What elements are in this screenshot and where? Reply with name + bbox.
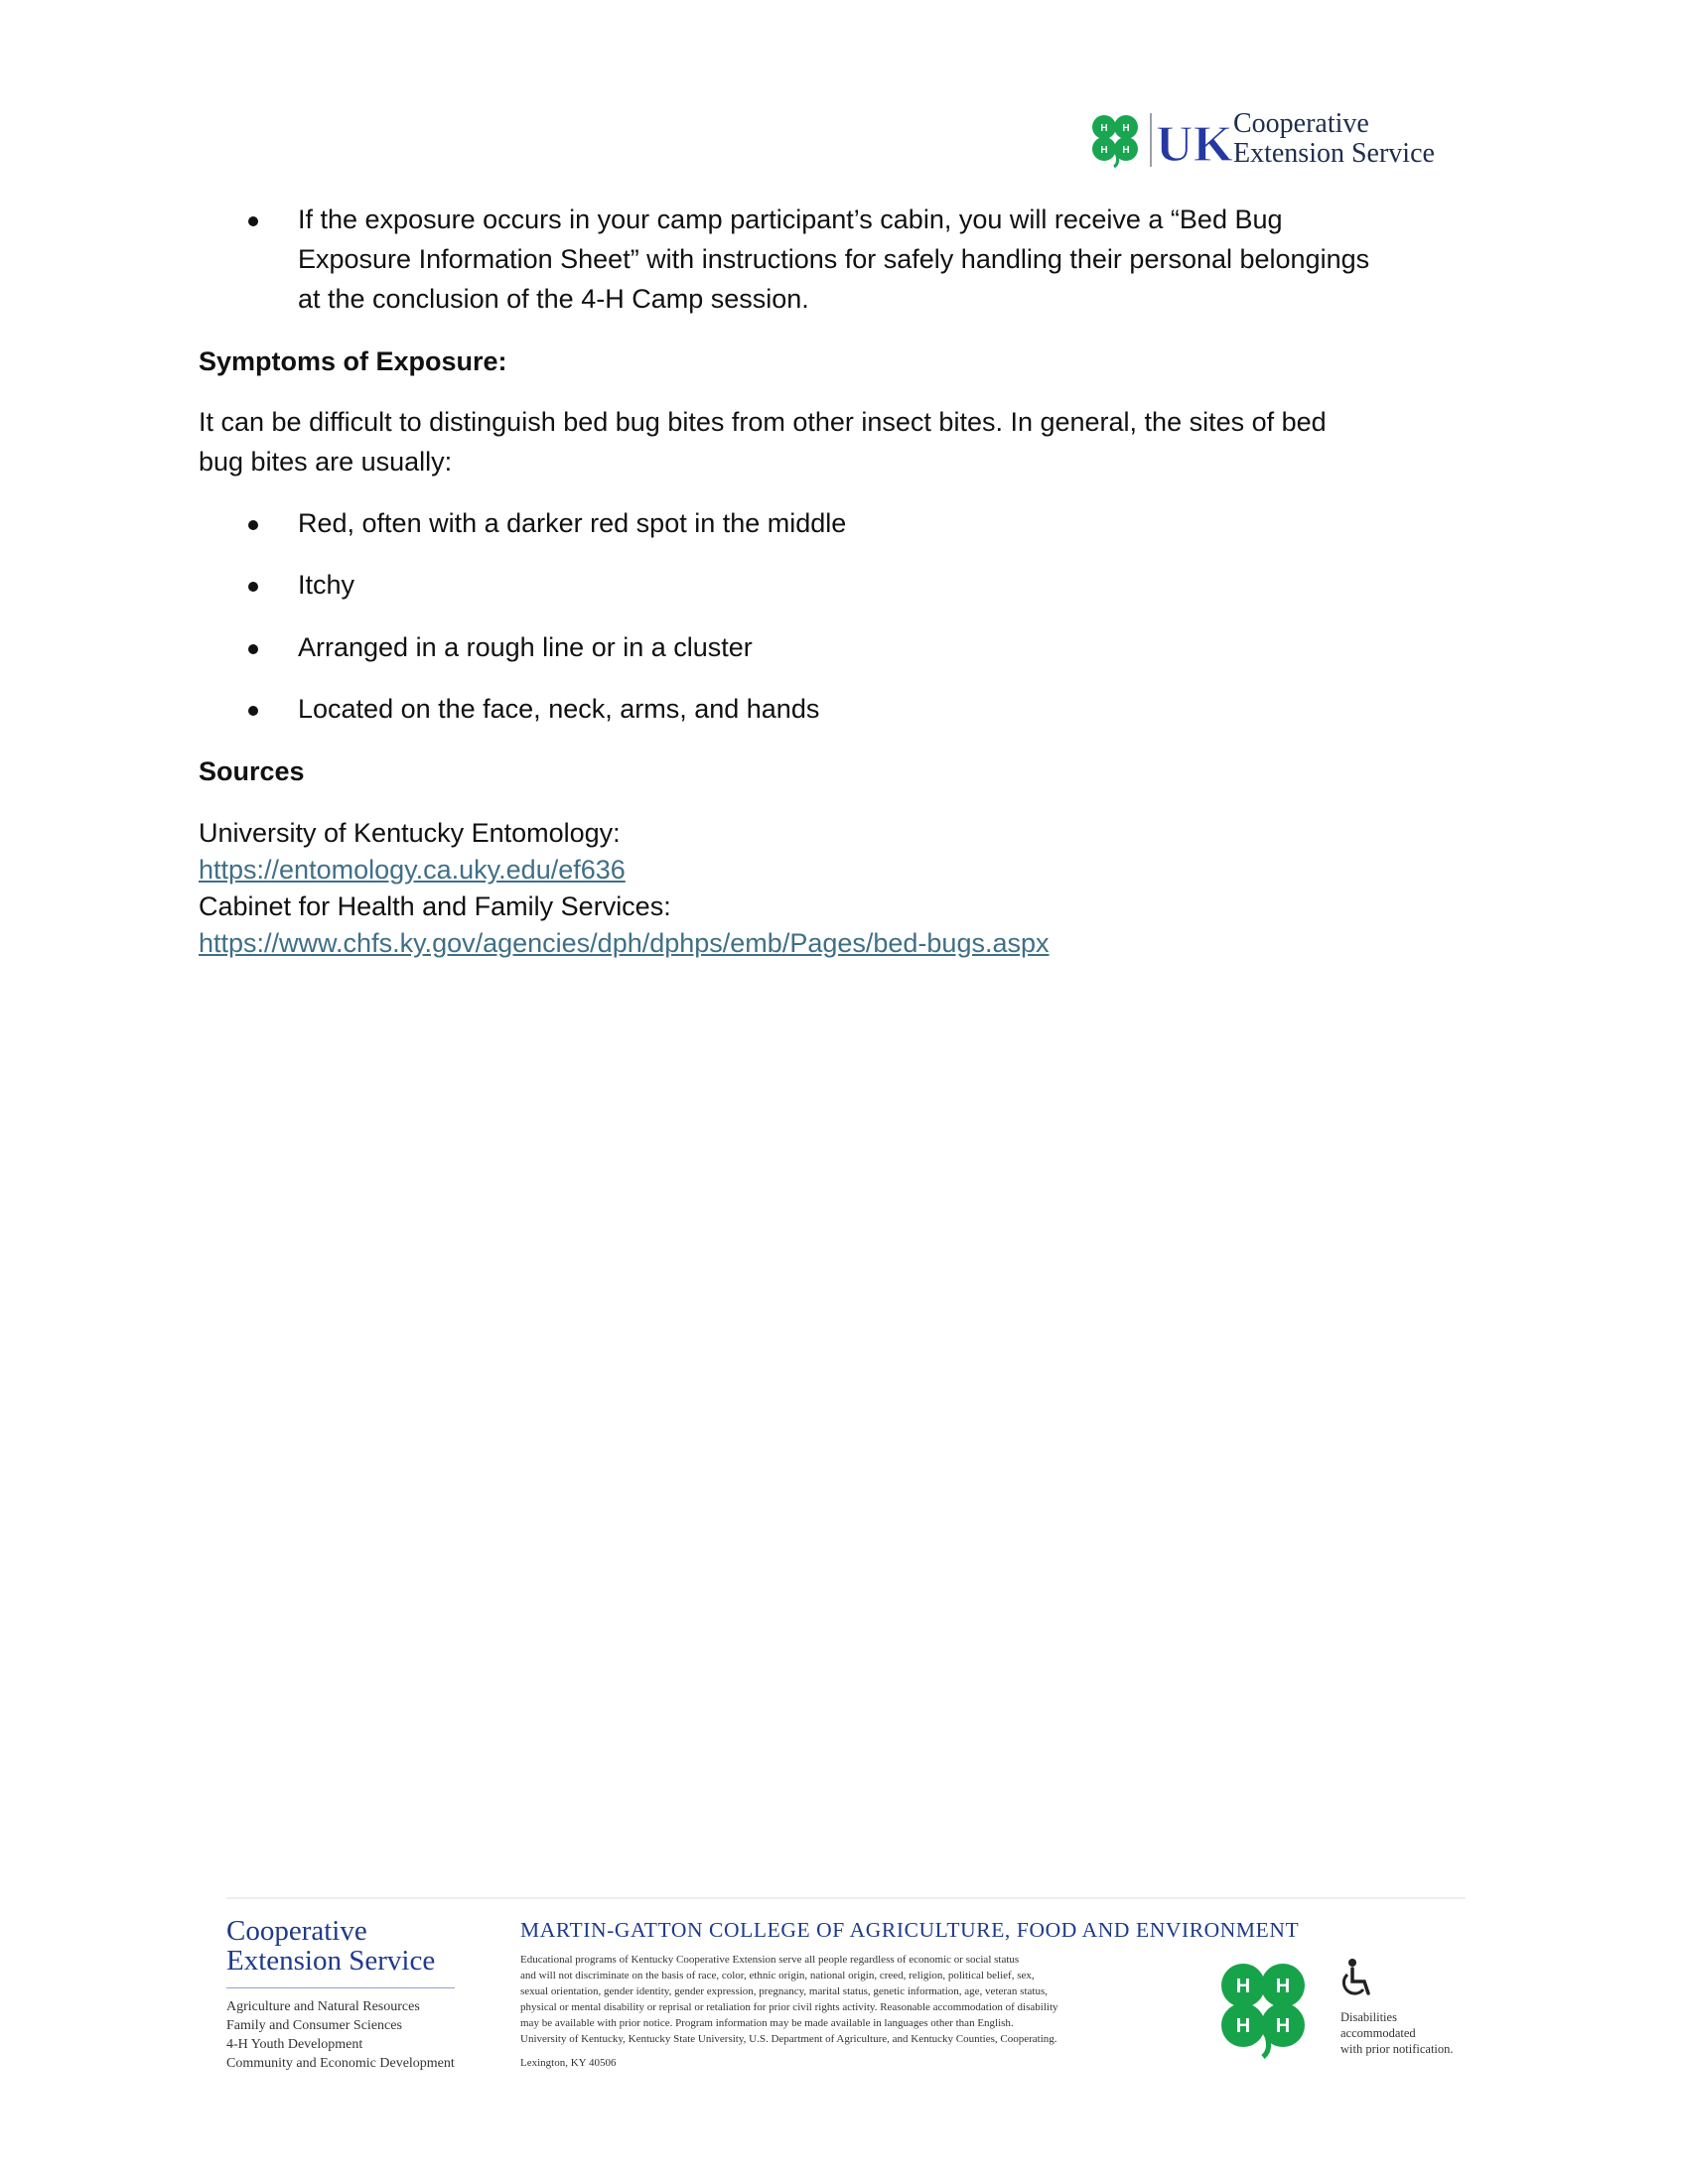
symptoms-intro	[199, 402, 1489, 481]
intro-bullet-line: at the conclusion of the 4-H Camp session.	[298, 284, 809, 314]
symptom-item: Arranged in a rough line or in a cluster	[298, 632, 753, 662]
bullet-dot	[248, 520, 258, 530]
symptoms-intro-line: It can be difficult to distinguish bed bug bites from other insect bites. In general, the sites of bed	[199, 407, 1327, 437]
footer-legal-line: Educational programs of Kentucky Cooperative Extension serve all people regardless of economic or social status	[520, 1954, 1020, 1966]
symptom-item: Located on the face, neck, arms, and hands	[298, 694, 820, 724]
footer-ces-line1: Cooperative	[226, 1915, 367, 1947]
footer-unit: 4-H Youth Development	[226, 2037, 363, 2052]
footer-access-line: accommodated	[1340, 2026, 1416, 2040]
footer-divider	[226, 1897, 1466, 1899]
four-h-clover-icon	[1088, 111, 1142, 167]
header-logo-line2: Extension Service	[1233, 138, 1435, 169]
header-logo	[1088, 107, 1485, 173]
wheelchair-accessibility-icon	[1336, 1958, 1376, 1999]
footer-unit: Agriculture and Natural Resources	[226, 1999, 420, 2014]
footer-ces-title	[226, 1916, 435, 1976]
footer-legal-line: and will not discriminate on the basis of race, color, ethnic origin, national origin, creed, religion, political belief, sex,	[520, 1970, 1035, 1981]
svg-text:H: H	[1100, 123, 1108, 134]
svg-text:H: H	[1122, 145, 1130, 156]
svg-text:H: H	[1235, 2015, 1251, 2037]
symptoms-intro-line: bug bites are usually:	[199, 447, 453, 477]
footer-ces-line2: Extension Service	[226, 1945, 436, 1977]
footer-legal-line: University of Kentucky, Kentucky State University, U.S. Department of Agriculture, and Kentucky Counties, Cooperating.	[520, 2033, 1057, 2045]
source-label: University of Kentucky Entomology:	[199, 818, 621, 848]
bullet-dot	[248, 706, 258, 716]
intro-bullet-line: If the exposure occurs in your camp participant’s cabin, you will receive a “Bed Bug	[298, 205, 1283, 234]
footer-unit: Family and Consumer Sciences	[226, 2018, 402, 2033]
intro-bullet-text	[298, 200, 1489, 319]
footer-units	[226, 1997, 455, 2073]
header-logo-line1: Cooperative	[1233, 108, 1369, 139]
footer-legal-line: may be available with prior notice. Program information may be made available in languages other than English.	[520, 2017, 1014, 2029]
footer-access-line: with prior notification.	[1340, 2042, 1454, 2056]
source-link-chfs[interactable]: https://www.chfs.ky.gov/agencies/dph/dphps/emb/Pages/bed-bugs.aspx	[199, 928, 1050, 958]
svg-text:H: H	[1122, 123, 1130, 134]
footer-college-name: MARTIN-GATTON COLLEGE OF AGRICULTURE, FOOD AND ENVIRONMENT	[520, 1918, 1300, 1942]
svg-text:H: H	[1100, 145, 1108, 156]
footer-ces-rule	[226, 1987, 455, 1988]
bullet-dot	[248, 644, 258, 654]
intro-bullet-line: Exposure Information Sheet” with instructions for safely handling their personal belongings	[298, 244, 1370, 274]
footer-legal-line: sexual orientation, gender identity, gender expression, pregnancy, marital status, genetic information, age, veteran status,	[520, 1985, 1048, 1997]
four-h-clover-icon	[1215, 1958, 1311, 2057]
footer-unit: Community and Economic Development	[226, 2056, 455, 2071]
source-link-entomology[interactable]: https://entomology.ca.uky.edu/ef636	[199, 855, 626, 885]
svg-text:H: H	[1235, 1976, 1251, 1997]
footer-legal-text	[520, 1952, 1205, 2047]
logo-divider	[1150, 113, 1152, 167]
svg-text:UK: UK	[1156, 116, 1233, 173]
svg-text:H: H	[1275, 1976, 1291, 1997]
header-logo-text	[1233, 109, 1491, 169]
symptoms-heading: Symptoms of Exposure:	[199, 346, 507, 376]
bullet-dot	[248, 216, 258, 226]
svg-text:H: H	[1275, 2015, 1291, 2037]
symptom-item: Red, often with a darker red spot in the middle	[298, 508, 847, 538]
footer-address: Lexington, KY 40506	[520, 2057, 617, 2069]
bullet-dot	[248, 582, 258, 592]
uk-logo-icon	[1156, 113, 1233, 173]
footer-legal-line: physical or mental disability or reprisal or retaliation for prior civil rights activity. Reasonable accommodation of disability	[520, 2001, 1058, 2013]
footer-access-line: Disabilities	[1340, 2010, 1397, 2024]
footer-accessibility-note	[1340, 2009, 1454, 2057]
source-label: Cabinet for Health and Family Services:	[199, 891, 671, 921]
sources-list	[199, 815, 1050, 962]
symptom-item: Itchy	[298, 570, 355, 600]
sources-heading: Sources	[199, 756, 305, 786]
